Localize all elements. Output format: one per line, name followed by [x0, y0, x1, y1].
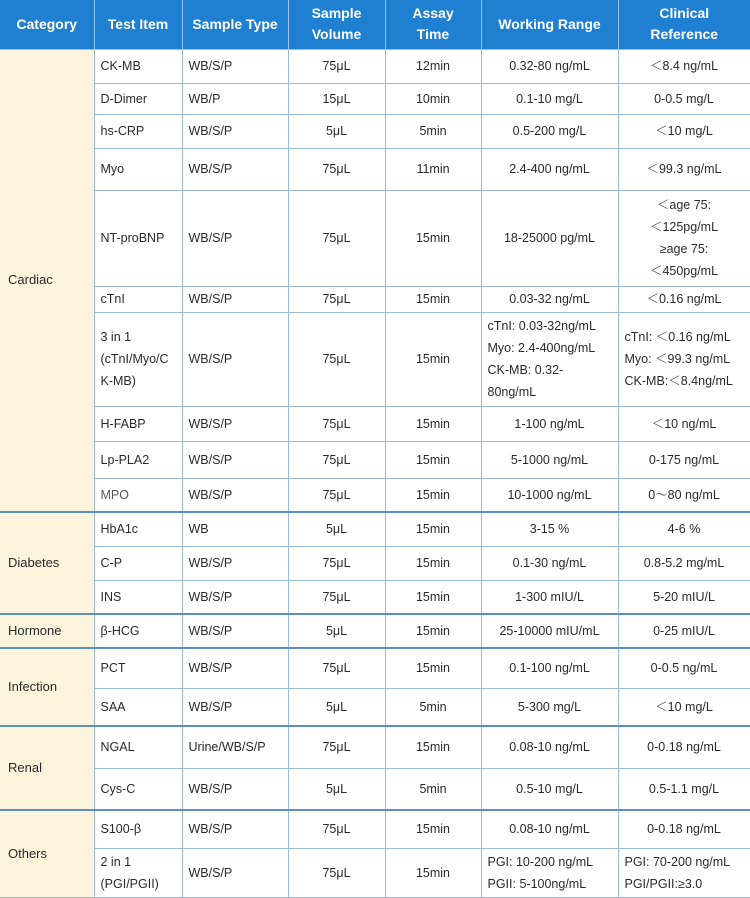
test-item: S100-β: [94, 810, 182, 848]
assay-time: 15min: [385, 848, 481, 897]
sample-type: WB/S/P: [182, 648, 288, 688]
working-range: 25-10000 mIU/mL: [481, 614, 618, 648]
test-item: hs-CRP: [94, 114, 182, 148]
table-row: [0, 726, 750, 768]
category-renal: Renal: [0, 726, 94, 810]
clinical-reference: 5-20 mIU/L: [618, 580, 750, 614]
category-cardiac: Cardiac: [0, 49, 94, 512]
sample-type: WB/S/P: [182, 810, 288, 848]
working-range: 0.1-30 ng/mL: [481, 546, 618, 580]
assay-time: 5min: [385, 688, 481, 726]
test-item: β-HCG: [94, 614, 182, 648]
table-row: [0, 312, 750, 406]
working-range: 0.08-10 ng/mL: [481, 810, 618, 848]
table-row: [0, 286, 750, 312]
item-line: K-MB): [100, 374, 136, 388]
clinical-reference: 0-0.5 mg/L: [618, 83, 750, 114]
test-item: Cys-C: [94, 768, 182, 810]
table-row: [0, 512, 750, 546]
table-row: [0, 49, 750, 83]
sample-type: Urine/WB/S/P: [182, 726, 288, 768]
header-test-item: Test Item: [94, 0, 182, 49]
assay-time: 10min: [385, 83, 481, 114]
header-sample-volume: [288, 0, 385, 49]
test-item: CK-MB: [94, 49, 182, 83]
sample-type: WB/S/P: [182, 580, 288, 614]
ref-line: PGI/PGII:≥3.0: [624, 876, 703, 891]
table-header-row: [0, 0, 750, 49]
table-row: [0, 83, 750, 114]
assay-time: 5min: [385, 768, 481, 810]
sample-type: WB/S/P: [182, 546, 288, 580]
sample-type: WB/S/P: [182, 286, 288, 312]
assay-time: 15min: [385, 726, 481, 768]
ref-line: ＜450pg/mL: [649, 264, 719, 278]
sample-volume: 5μL: [288, 114, 385, 148]
table-row: [0, 810, 750, 848]
sample-volume: 5μL: [288, 512, 385, 546]
working-range: 5-300 mg/L: [481, 688, 618, 726]
assay-time: 15min: [385, 512, 481, 546]
sample-volume: 75μL: [288, 648, 385, 688]
test-item: Myo: [94, 148, 182, 190]
test-item: [94, 312, 182, 406]
sample-type: WB/S/P: [182, 768, 288, 810]
clinical-reference: 0-0.18 ng/mL: [618, 726, 750, 768]
table-row: [0, 580, 750, 614]
clinical-reference: 0～80 ng/mL: [618, 478, 750, 512]
item-line: (PGI/PGII): [100, 876, 159, 891]
header-assay-time-line1: Assay: [412, 5, 454, 22]
sample-volume: 75μL: [288, 148, 385, 190]
sample-volume: 5μL: [288, 688, 385, 726]
sample-type: WB/S/P: [182, 848, 288, 897]
sample-type: WB/S/P: [182, 114, 288, 148]
test-item: SAA: [94, 688, 182, 726]
header-clinical-reference: [618, 0, 750, 49]
test-item: HbA1c: [94, 512, 182, 546]
table-row: [0, 546, 750, 580]
assay-time: 15min: [385, 190, 481, 286]
test-item: NT-proBNP: [94, 190, 182, 286]
header-sample-volume-line2: Volume: [311, 26, 362, 43]
sample-type: WB/S/P: [182, 688, 288, 726]
clinical-reference: [618, 312, 750, 406]
working-range: 0.5-10 mg/L: [481, 768, 618, 810]
clinical-reference: ＜10 mg/L: [618, 688, 750, 726]
sample-volume: 75μL: [288, 726, 385, 768]
working-range: 0.5-200 mg/L: [481, 114, 618, 148]
clinical-reference: 0-0.18 ng/mL: [618, 810, 750, 848]
test-item: H-FABP: [94, 406, 182, 441]
clinical-reference: 0-25 mIU/L: [618, 614, 750, 648]
sample-type: WB/S/P: [182, 406, 288, 441]
clinical-reference: ＜8.4 ng/mL: [618, 49, 750, 83]
table-row: [0, 688, 750, 726]
range-line: cTnI: 0.03-32ng/mL: [487, 319, 596, 333]
sample-type: WB: [182, 512, 288, 546]
working-range: 0.03-32 ng/mL: [481, 286, 618, 312]
assay-time: 15min: [385, 580, 481, 614]
clinical-reference: ＜99.3 ng/mL: [618, 148, 750, 190]
table-row: [0, 478, 750, 512]
sample-type: WB/S/P: [182, 148, 288, 190]
table-row: [0, 190, 750, 286]
test-item: MPO: [94, 478, 182, 512]
sample-volume: 75μL: [288, 190, 385, 286]
sample-volume: 75μL: [288, 546, 385, 580]
item-line: (cTnI/Myo/C: [100, 352, 169, 366]
test-item: cTnI: [94, 286, 182, 312]
sample-volume: 75μL: [288, 406, 385, 441]
header-category: Category: [0, 0, 94, 49]
assay-time: 15min: [385, 546, 481, 580]
ref-line: Myo: ＜99.3 ng/mL: [624, 352, 731, 366]
table-row: [0, 614, 750, 648]
sample-type: WB/S/P: [182, 190, 288, 286]
assay-time: 15min: [385, 648, 481, 688]
table-row: [0, 848, 750, 897]
category-hormone: Hormone: [0, 614, 94, 648]
header-sample-volume-line1: Sample: [311, 5, 362, 22]
working-range: 2.4-400 ng/mL: [481, 148, 618, 190]
range-line: CK-MB: 0.32-: [487, 363, 564, 377]
ref-line: PGI: 70-200 ng/mL: [624, 854, 731, 869]
working-range: 3-15 %: [481, 512, 618, 546]
assay-time: 15min: [385, 614, 481, 648]
sample-volume: 5μL: [288, 614, 385, 648]
clinical-reference: ＜10 mg/L: [618, 114, 750, 148]
clinical-reference: [618, 848, 750, 897]
sample-type: WB/S/P: [182, 312, 288, 406]
header-assay-time: [385, 0, 481, 49]
assay-time: 12min: [385, 49, 481, 83]
header-clinical-ref-line2: Reference: [650, 26, 719, 43]
sample-volume: 5μL: [288, 768, 385, 810]
assay-time: 11min: [385, 148, 481, 190]
range-line: PGII: 5-100ng/mL: [487, 876, 587, 891]
table-row: [0, 148, 750, 190]
header-clinical-ref-line1: Clinical: [659, 5, 710, 22]
clinical-reference: 0.5-1.1 mg/L: [618, 768, 750, 810]
working-range: 10-1000 ng/mL: [481, 478, 618, 512]
ref-line: cTnI: ＜0.16 ng/mL: [624, 330, 731, 344]
sample-type: WB/S/P: [182, 614, 288, 648]
header-working-range: Working Range: [481, 0, 618, 49]
test-item: NGAL: [94, 726, 182, 768]
sample-volume: 75μL: [288, 49, 385, 83]
assay-time: 15min: [385, 478, 481, 512]
ref-line: ≥age 75:: [659, 242, 709, 256]
sample-volume: 75μL: [288, 478, 385, 512]
working-range: 0.1-100 ng/mL: [481, 648, 618, 688]
sample-type: WB/P: [182, 83, 288, 114]
category-others: Others: [0, 810, 94, 897]
test-item: [94, 848, 182, 897]
clinical-reference: ＜0.16 ng/mL: [618, 286, 750, 312]
range-line: PGI: 10-200 ng/mL: [487, 854, 594, 869]
test-item: INS: [94, 580, 182, 614]
sample-volume: 75μL: [288, 848, 385, 897]
ref-line: ＜age 75:: [656, 198, 712, 212]
assay-time: 15min: [385, 441, 481, 478]
item-line: 3 in 1: [100, 330, 132, 344]
sample-type: WB/S/P: [182, 441, 288, 478]
sample-volume: 75μL: [288, 286, 385, 312]
working-range: 0.32-80 ng/mL: [481, 49, 618, 83]
working-range: [481, 312, 618, 406]
working-range: 1-100 ng/mL: [481, 406, 618, 441]
test-item: D-Dimer: [94, 83, 182, 114]
table-row: [0, 768, 750, 810]
assay-time: 5min: [385, 114, 481, 148]
working-range: 1-300 mIU/L: [481, 580, 618, 614]
working-range: 5-1000 ng/mL: [481, 441, 618, 478]
clinical-reference: 4-6 %: [618, 512, 750, 546]
working-range: 0.1-10 mg/L: [481, 83, 618, 114]
working-range: [481, 848, 618, 897]
sample-volume: 75μL: [288, 441, 385, 478]
assay-time: 15min: [385, 312, 481, 406]
sample-volume: 75μL: [288, 810, 385, 848]
clinical-reference: ＜10 ng/mL: [618, 406, 750, 441]
table-row: [0, 406, 750, 441]
table-row: [0, 114, 750, 148]
sample-volume: 75μL: [288, 312, 385, 406]
test-item: Lp-PLA2: [94, 441, 182, 478]
sample-volume: 15μL: [288, 83, 385, 114]
sample-type: WB/S/P: [182, 49, 288, 83]
assay-time: 15min: [385, 406, 481, 441]
category-diabetes: Diabetes: [0, 512, 94, 614]
sample-type: WB/S/P: [182, 478, 288, 512]
ref-line: CK-MB:＜8.4ng/mL: [624, 374, 733, 388]
table-row: [0, 441, 750, 478]
test-item: C-P: [94, 546, 182, 580]
assay-time: 15min: [385, 810, 481, 848]
clinical-reference: 0-0.5 ng/mL: [618, 648, 750, 688]
range-line: 80ng/mL: [487, 385, 537, 399]
table-row: [0, 648, 750, 688]
category-infection: Infection: [0, 648, 94, 726]
ref-line: ＜125pg/mL: [649, 220, 719, 234]
clinical-reference: 0-175 ng/mL: [618, 441, 750, 478]
range-line: Myo: 2.4-400ng/mL: [487, 341, 596, 355]
working-range: 18-25000 pg/mL: [481, 190, 618, 286]
clinical-reference: 0.8-5.2 mg/mL: [618, 546, 750, 580]
assay-time: 15min: [385, 286, 481, 312]
working-range: 0.08-10 ng/mL: [481, 726, 618, 768]
test-item: PCT: [94, 648, 182, 688]
sample-volume: 75μL: [288, 580, 385, 614]
header-assay-time-line2: Time: [416, 26, 450, 43]
header-sample-type: Sample Type: [182, 0, 288, 49]
item-line: 2 in 1: [100, 854, 132, 869]
clinical-reference: [618, 190, 750, 286]
